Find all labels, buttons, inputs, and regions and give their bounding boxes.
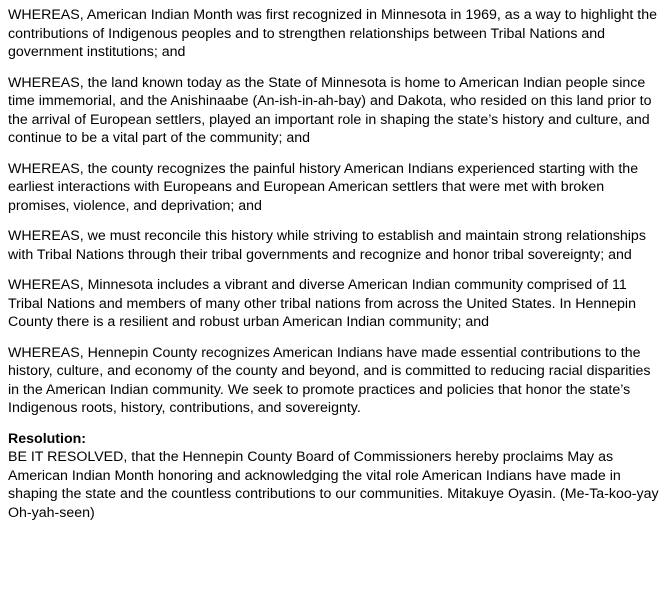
whereas-paragraph-5: WHEREAS, Minnesota includes a vibrant and diverse American Indian community comprised of 11 Tribal Nations and members of many other tribal nations from across the United States. In Hennepin County there is a resilient and robust urban American Indian community; and [8, 277, 636, 330]
whereas-paragraph-6: WHEREAS, Hennepin County recognizes American Indians have made essential contributions to the history, culture, and economy of the county and beyond, and is committed to reducing racial disparities in the American Indian community. We seek to promote practices and policies that honor the state’s Indigenous roots, history, contributions, and sovereignty. [8, 344, 651, 416]
resolution-section [8, 430, 663, 523]
whereas-paragraph-1: WHEREAS, American Indian Month was first recognized in Minnesota in 1969, as a way to highlight the contributions of Indigenous peoples and to strengthen relationships between Tribal Nations and government institutions; and [8, 7, 658, 60]
resolution-heading: Resolution: [8, 430, 87, 447]
whereas-paragraph-2: WHEREAS, the land known today as the State of Minnesota is home to American Indian people since time immemorial, and the Anishinaabe (An-ish-in-ah-bay) and Dakota, who resided on this land prior to the arrival of European settlers, played an important role in shaping the state’s history and culture, and continue to be a vital part of the community; and [8, 74, 652, 146]
whereas-paragraph-3: WHEREAS, the county recognizes the painful history American Indians experienced starting with the earliest interactions with Europeans and European American settlers that were met with broken promises, violence, and deprivation; and [8, 160, 639, 214]
resolution-text: BE IT RESOLVED, that the Hennepin County Board of Commissioners hereby proclaims May as American Indian Month honoring and acknowledging the vital role American Indians have made in shaping the state and the countless contributions to our communities. Mitakuye Oyasin. (Me-Ta-koo-yay Oh-yah-seen) [8, 449, 659, 521]
whereas-paragraph-4: WHEREAS, we must reconcile this history while striving to establish and maintain strong relationships with Tribal Nations through their tribal governments and recognize and honor tribal sovereignty; and [8, 228, 646, 263]
